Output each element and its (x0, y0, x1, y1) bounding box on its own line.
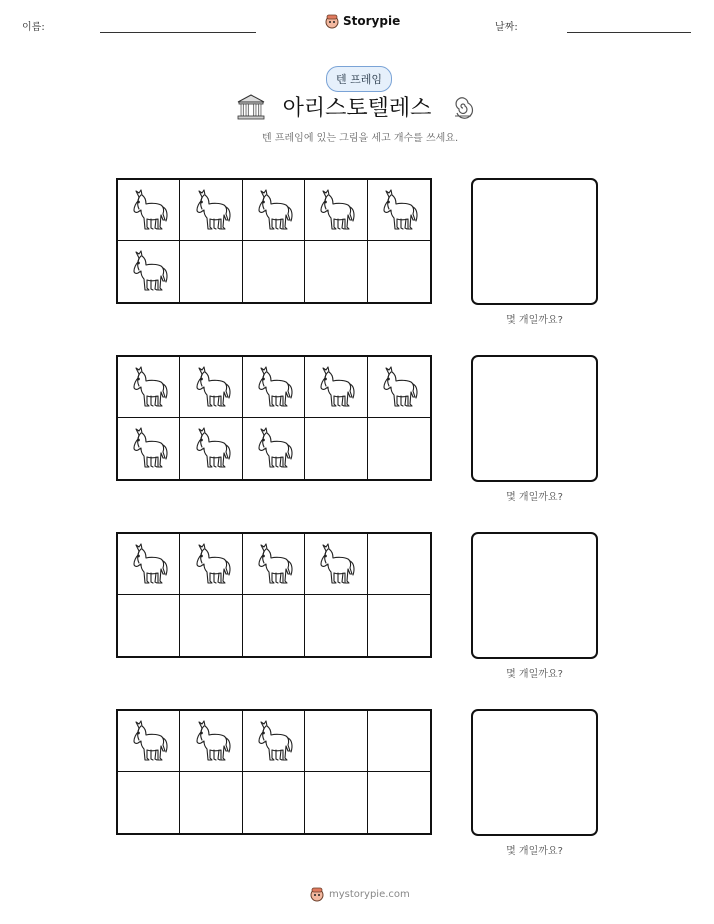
horse-icon (127, 364, 171, 412)
horse-icon (190, 718, 234, 766)
frame-cell (180, 772, 242, 833)
frame-cell (118, 711, 180, 772)
footer (309, 886, 410, 902)
answer-box[interactable] (471, 709, 598, 836)
date-field[interactable] (567, 32, 691, 33)
frame-cell (118, 357, 180, 418)
horse-icon (190, 425, 234, 473)
horse-icon (190, 187, 234, 235)
name-field[interactable] (100, 32, 256, 33)
horse-icon (314, 541, 358, 589)
date-label: 날짜: (495, 22, 518, 33)
frame-cell (243, 534, 305, 595)
horse-icon (127, 187, 171, 235)
horse-icon (252, 187, 296, 235)
frame-cell (368, 595, 430, 656)
frame-cell (368, 772, 430, 833)
brand-name: Storypie (343, 14, 401, 28)
frame-cell (180, 595, 242, 656)
frame-cell (180, 534, 242, 595)
frame-cell (180, 711, 242, 772)
frame-cell (243, 418, 305, 479)
frame-cell (180, 180, 242, 241)
ten-frame (116, 178, 432, 304)
frame-cell (305, 534, 367, 595)
question-label: 몇 개일까요? (506, 846, 563, 857)
horse-icon (252, 541, 296, 589)
frame-cell (368, 357, 430, 418)
question-label: 몇 개일까요? (506, 492, 563, 503)
frame-cell (243, 241, 305, 302)
horse-icon (127, 541, 171, 589)
frame-cell (118, 241, 180, 302)
question-label: 몇 개일까요? (506, 669, 563, 680)
pie-mascot-icon (324, 13, 340, 29)
frame-cell (368, 418, 430, 479)
frame-cell (305, 241, 367, 302)
horse-icon (377, 187, 421, 235)
page-title: 아리스토텔레스 (282, 96, 432, 121)
frame-cell (180, 418, 242, 479)
frame-cell (243, 180, 305, 241)
frame-cell (243, 772, 305, 833)
frame-cell (305, 772, 367, 833)
frame-cell (243, 357, 305, 418)
frame-cell (368, 534, 430, 595)
frame-cell (305, 357, 367, 418)
footer-site[interactable]: mystorypie.com (329, 888, 410, 900)
frame-cell (243, 711, 305, 772)
horse-icon (252, 425, 296, 473)
frame-cell (368, 180, 430, 241)
horse-icon (127, 248, 171, 296)
frame-cell (118, 418, 180, 479)
frame-cell (305, 418, 367, 479)
frame-cell (305, 595, 367, 656)
frame-cell (118, 772, 180, 833)
answer-box[interactable] (471, 178, 598, 305)
frame-cell (368, 241, 430, 302)
horse-icon (377, 364, 421, 412)
frame-cell (118, 534, 180, 595)
pie-mascot-icon (309, 886, 325, 902)
answer-box[interactable] (471, 355, 598, 482)
answer-box[interactable] (471, 532, 598, 659)
horse-icon (314, 364, 358, 412)
horse-icon (190, 364, 234, 412)
greek-temple-icon (236, 93, 266, 121)
horse-icon (127, 425, 171, 473)
ten-frame (116, 355, 432, 481)
frame-cell (180, 241, 242, 302)
horse-icon (252, 718, 296, 766)
frame-cell (243, 595, 305, 656)
ten-frame (116, 709, 432, 835)
frame-cell (305, 711, 367, 772)
frame-cell (118, 180, 180, 241)
horse-icon (127, 718, 171, 766)
frame-cell (305, 180, 367, 241)
topic-pill: 텐 프레임 (326, 66, 392, 92)
instruction-text: 텐 프레임에 있는 그림을 세고 개수를 쓰세요. (262, 133, 459, 144)
frame-cell (118, 595, 180, 656)
nautilus-shell-icon (451, 94, 475, 120)
frame-cell (180, 357, 242, 418)
horse-icon (314, 187, 358, 235)
name-label: 이름: (22, 22, 45, 33)
horse-icon (252, 364, 296, 412)
horse-icon (190, 541, 234, 589)
ten-frame (116, 532, 432, 658)
question-label: 몇 개일까요? (506, 315, 563, 326)
brand-logo (324, 13, 400, 29)
frame-cell (368, 711, 430, 772)
